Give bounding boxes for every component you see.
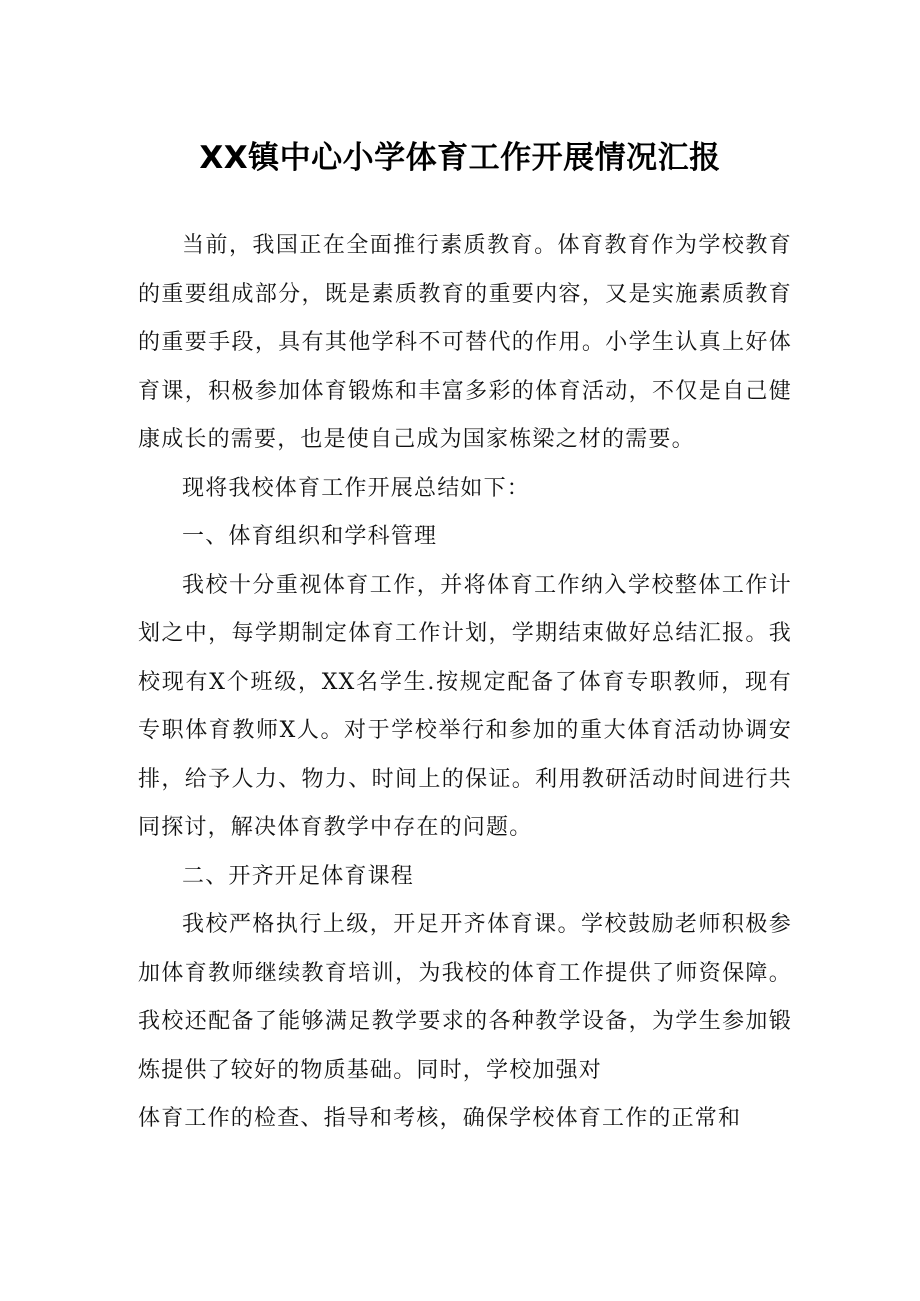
paragraph-section-1: 我校十分重视体育工作，并将体育工作纳入学校整体工作计划之中，每学期制定体育工作计划，学期结束做好总结汇报。我校现有X个班级，XX名学生.按规定配备了体育专职教师，现有专职体育教师X人。对于学校举行和参加的重大体育活动协调安排，给予人力、物力、时间上的保证。利用教研活动时间进行共同探讨，解决体育教学中存在的问题。 — [138, 572, 792, 840]
document-title: XX镇中心小学体育工作开展情况汇报 — [199, 140, 721, 176]
paragraph-intro: 当前，我国正在全面推行素质教育。体育教育作为学校教育的重要组成部分，既是素质教育的重要内容，又是实施素质教育的重要手段，具有其他学科不可替代的作用。小学生认真上好体育课，积极参加体育锻炼和丰富多彩的体育活动，不仅是自己健康成长的需要，也是使自己成为国家栋梁之材的需要。 — [138, 233, 792, 452]
paragraph-section-2: 我校严格执行上级，开足开齐体育课。学校鼓励老师积极参加体育教师继续教育培训，为我校的体育工作提供了师资保障。我校还配备了能够满足教学要求的各种教学设备，为学生参加锻炼提供了较好的物质基础。同时，学校加强对 — [138, 912, 792, 1083]
section-heading-2: 二、开齐开足体育课程 — [182, 863, 415, 889]
section-heading-1: 一、体育组织和学科管理 — [182, 524, 438, 549]
paragraph-continuation: 体育工作的检查、指导和考核，确保学校体育工作的正常和 — [138, 1106, 742, 1131]
paragraph-summary-lead: 现将我校体育工作开展总结如下： — [182, 475, 531, 501]
document-body — [138, 222, 792, 1144]
